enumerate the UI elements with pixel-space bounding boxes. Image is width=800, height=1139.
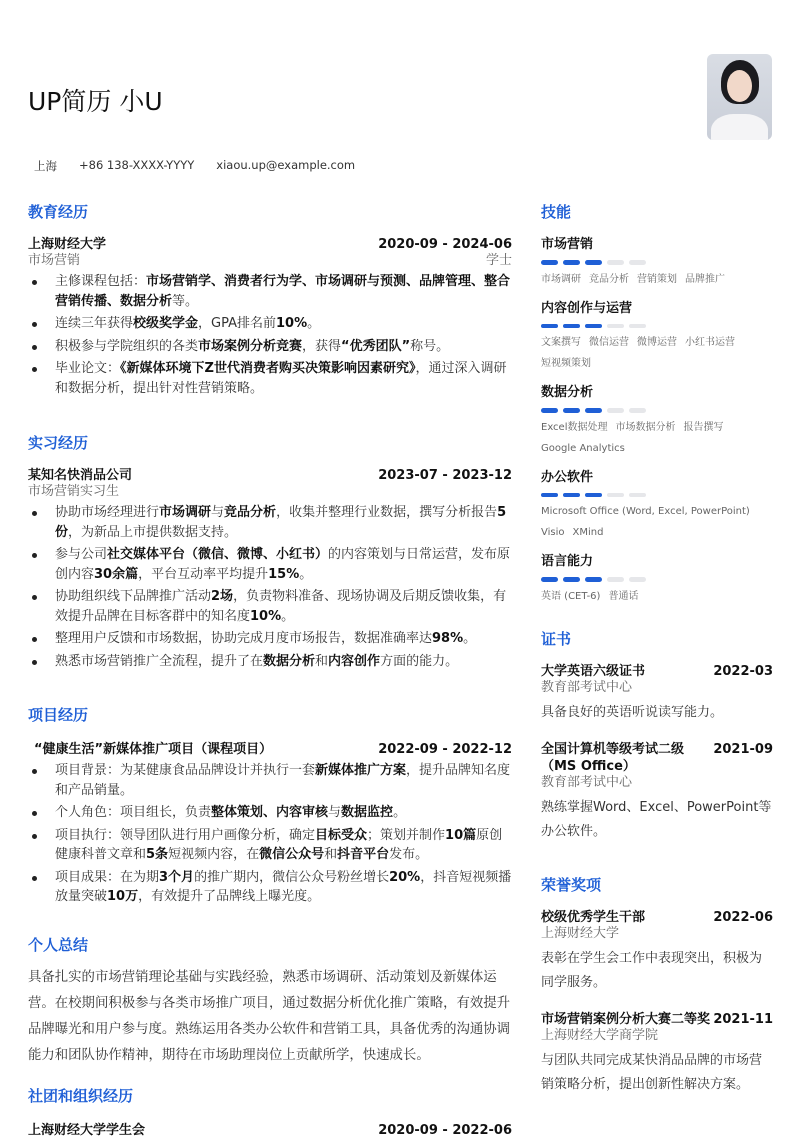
level-segment bbox=[607, 577, 624, 582]
text: ，负责物料准备、现场协调及后期反馈收集，有效提升品牌在目标客群中的知名度 bbox=[55, 589, 507, 624]
text: 。 bbox=[299, 566, 313, 582]
text: 称号。 bbox=[410, 338, 450, 354]
item-header bbox=[541, 741, 773, 775]
issuer: 上海财经大学商学院 bbox=[541, 1028, 659, 1043]
bullet-list bbox=[28, 503, 512, 671]
skill-tag: 竞品分析 bbox=[589, 273, 629, 285]
bold-text: 2场 bbox=[211, 589, 234, 604]
skill-tag: 营销策划 bbox=[637, 273, 677, 285]
bullet-item bbox=[28, 503, 512, 542]
text: 等。 bbox=[172, 293, 199, 309]
date: 2021-09 bbox=[713, 742, 773, 757]
bullet-item bbox=[28, 272, 512, 311]
skill-name: 语言能力 bbox=[541, 554, 594, 569]
level-segment bbox=[629, 577, 646, 582]
level-segment bbox=[629, 408, 646, 413]
company: 某知名快消品公司 bbox=[28, 468, 133, 483]
text: 连续三年获得 bbox=[55, 316, 134, 331]
description: 具备良好的英语听说读写能力。 bbox=[541, 705, 724, 720]
bold-text: 整体策划、内容审核 bbox=[211, 805, 329, 820]
bullet-item bbox=[28, 868, 512, 907]
bold-text: 30余篇 bbox=[94, 566, 139, 582]
date: 2021-11 bbox=[713, 1012, 773, 1027]
level-segment bbox=[585, 408, 602, 413]
description: 表彰在学生会工作中表现突出，积极为同学服务。 bbox=[541, 951, 763, 990]
skill-level-bar bbox=[541, 577, 773, 582]
dates: 2020-09 - 2024-06 bbox=[378, 237, 512, 252]
bold-text: 5份 bbox=[55, 505, 507, 540]
bullet-item bbox=[28, 359, 512, 398]
text: ，有效提升了品牌线上曝光度。 bbox=[138, 889, 321, 904]
item-header bbox=[541, 909, 773, 926]
skill-level-bar bbox=[541, 493, 773, 498]
level-segment bbox=[563, 577, 580, 582]
bullet-item bbox=[28, 652, 512, 672]
text: 项目背景：为某健康食品品牌设计并执行一套 bbox=[55, 763, 316, 778]
skill-tags bbox=[541, 501, 773, 543]
bold-text: 3个月 bbox=[159, 869, 195, 885]
skill-item bbox=[541, 236, 773, 290]
skill-tag: 普通话 bbox=[608, 590, 639, 602]
award-name: 市场营销案例分析大赛二等奖 bbox=[541, 1012, 711, 1027]
skill-tags bbox=[541, 332, 773, 374]
text: 熟悉市场营销推广全流程，提升了在 bbox=[55, 653, 264, 669]
issuer: 教育部考试中心 bbox=[541, 680, 633, 695]
candidate-name: UP简历 小U bbox=[28, 87, 163, 116]
bold-text: 新媒体推广方案 bbox=[315, 763, 407, 778]
level-segment bbox=[563, 260, 580, 265]
text: 整理用户反馈和市场数据，协助完成月度市场报告，数据准确率达 bbox=[55, 631, 433, 646]
bold-text: 《新媒体环境下Z世代消费者购买决策影响因素研究》 bbox=[120, 361, 416, 376]
role: 市场营销实习生 bbox=[28, 484, 120, 499]
text: 主修课程包括： bbox=[55, 274, 147, 289]
skill-name: 市场营销 bbox=[541, 237, 594, 252]
organization: 上海财经大学学生会 bbox=[28, 1123, 146, 1138]
bullet-item bbox=[28, 761, 512, 800]
bold-text: 市场营销学、消费者行为学、市场调研与预测、品牌管理、整合营销传播、数据分析 bbox=[55, 274, 511, 309]
certificate-name: 全国计算机等级考试二级（MS Office） bbox=[541, 742, 685, 774]
bold-text: 10% bbox=[250, 608, 282, 624]
text: ；策划并制作 bbox=[367, 827, 446, 843]
skill-name: 内容创作与运营 bbox=[541, 300, 633, 316]
awards-item bbox=[541, 1011, 773, 1097]
level-segment bbox=[541, 260, 558, 265]
text: 的推广期内，微信公众号粉丝增长 bbox=[194, 869, 390, 885]
level-segment bbox=[563, 493, 580, 498]
text: 与 bbox=[211, 505, 225, 520]
section-title: 技能 bbox=[541, 203, 572, 221]
skill-tag: Excel数据处理 bbox=[541, 421, 608, 433]
school: 上海财经大学 bbox=[28, 237, 107, 252]
text: ，提升品牌知名度和产品销量。 bbox=[55, 763, 511, 798]
skill-tag: 微博运营 bbox=[637, 337, 677, 348]
bold-text: 数据监控 bbox=[341, 805, 394, 820]
skill-name: 办公软件 bbox=[541, 469, 594, 485]
profile-photo bbox=[707, 54, 772, 140]
text: 。 bbox=[307, 316, 321, 331]
location: 上海 bbox=[34, 159, 57, 173]
item-header bbox=[541, 1011, 773, 1028]
skill-item bbox=[541, 300, 773, 375]
level-segment bbox=[541, 324, 558, 329]
text: 参与公司 bbox=[55, 547, 108, 562]
summary-section bbox=[28, 934, 512, 1069]
bullet-item bbox=[28, 629, 512, 649]
bullet-item bbox=[28, 587, 512, 626]
level-segment bbox=[585, 493, 602, 498]
level-segment bbox=[585, 324, 602, 329]
skill-tag: 报告撰写 bbox=[683, 421, 724, 433]
level-segment bbox=[607, 493, 624, 498]
text: 的内容策划与日常运营，发布原创内容 bbox=[55, 547, 511, 582]
description: 与团队共同完成某快消品品牌的市场营销策略分析，提出创新性解决方案。 bbox=[541, 1053, 763, 1092]
text: 协助市场经理进行 bbox=[55, 505, 160, 520]
text: 积极参与学院组织的各类 bbox=[55, 338, 199, 354]
level-segment bbox=[585, 260, 602, 265]
bold-text: 10万 bbox=[107, 889, 139, 904]
text: 方面的能力。 bbox=[380, 653, 459, 669]
level-segment bbox=[541, 577, 558, 582]
bold-text: 5条 bbox=[146, 847, 169, 862]
dates: 2022-09 - 2022-12 bbox=[378, 742, 512, 757]
certificates-section bbox=[541, 628, 773, 860]
skill-level-bar bbox=[541, 260, 773, 265]
text: 与 bbox=[328, 805, 342, 820]
bold-text: 市场案例分析竞赛 bbox=[198, 338, 303, 354]
skill-name: 数据分析 bbox=[541, 385, 594, 400]
bullet-item bbox=[28, 337, 512, 357]
bold-text: 20% bbox=[389, 869, 421, 885]
level-segment bbox=[629, 260, 646, 265]
bold-text: 社交媒体平台（微信、微博、小红书） bbox=[107, 547, 329, 562]
skill-tag: 短视频策划 bbox=[541, 358, 591, 369]
award-name: 校级优秀学生干部 bbox=[541, 910, 646, 925]
bold-text: 15% bbox=[268, 566, 300, 582]
bullet-list bbox=[28, 272, 512, 398]
awards-section bbox=[541, 874, 773, 1113]
bold-text: 校级奖学金 bbox=[133, 316, 199, 331]
skill-tag: 微信运营 bbox=[589, 337, 629, 348]
level-segment bbox=[563, 324, 580, 329]
bold-text: 抖音平台 bbox=[337, 847, 390, 862]
skills-section bbox=[541, 201, 773, 617]
text: 。 bbox=[393, 805, 407, 820]
skill-tags bbox=[541, 417, 773, 459]
skill-tag: 市场数据分析 bbox=[615, 421, 676, 433]
item-header bbox=[541, 663, 773, 680]
dates: 2020-09 - 2022-06 bbox=[378, 1123, 512, 1138]
education-section bbox=[28, 201, 512, 401]
date: 2022-03 bbox=[713, 664, 773, 679]
issuer: 上海财经大学 bbox=[541, 926, 620, 941]
text: 项目成果：在为期 bbox=[55, 869, 160, 885]
level-segment bbox=[541, 493, 558, 498]
bold-text: 竞品分析 bbox=[224, 505, 277, 520]
project-section bbox=[28, 704, 512, 910]
text: 项目执行：领导团队进行用户画像分析，确定 bbox=[55, 827, 316, 843]
bold-text: 10% bbox=[276, 316, 308, 331]
section-title: 个人总结 bbox=[28, 936, 89, 954]
text: 发布。 bbox=[389, 847, 429, 862]
bold-text: 市场调研 bbox=[159, 505, 212, 520]
bold-text: 微信公众号 bbox=[259, 847, 325, 862]
skill-tag: XMind bbox=[572, 527, 604, 538]
level-segment bbox=[607, 408, 624, 413]
bullet-list bbox=[28, 761, 512, 907]
contact-info bbox=[34, 158, 355, 174]
text: ，通过深入调研和数据分析，提出针对性营销策略。 bbox=[55, 361, 507, 396]
bold-text: 目标受众 bbox=[315, 827, 368, 843]
section-title: 证书 bbox=[541, 630, 572, 648]
section-title: 荣誉奖项 bbox=[541, 876, 602, 894]
text: 短视频内容，在 bbox=[168, 847, 260, 862]
club-section bbox=[28, 1085, 512, 1139]
bullet-item bbox=[28, 545, 512, 584]
text: 。 bbox=[281, 608, 295, 624]
date: 2022-06 bbox=[713, 910, 773, 925]
skill-item bbox=[541, 469, 773, 544]
skill-tag: 市场调研 bbox=[541, 273, 581, 285]
skill-tag: Visio bbox=[541, 527, 565, 538]
bullet-item bbox=[28, 314, 512, 334]
dates: 2023-07 - 2023-12 bbox=[378, 468, 512, 483]
bullet-item bbox=[28, 803, 512, 823]
text: 个人角色：项目组长，负责 bbox=[55, 805, 212, 820]
certificates-item bbox=[541, 741, 773, 844]
skill-level-bar bbox=[541, 408, 773, 413]
certificates-item bbox=[541, 663, 773, 725]
level-segment bbox=[585, 577, 602, 582]
skill-tag: Google Analytics bbox=[541, 442, 625, 454]
major: 市场营销 bbox=[28, 253, 81, 268]
skill-tags bbox=[541, 269, 773, 290]
level-segment bbox=[607, 260, 624, 265]
text: ，为新品上市提供数据支持。 bbox=[68, 524, 238, 540]
bold-text: “优秀团队” bbox=[341, 338, 411, 354]
bold-text: 98% bbox=[432, 631, 464, 646]
skill-item bbox=[541, 553, 773, 607]
issuer: 教育部考试中心 bbox=[541, 775, 633, 790]
skill-item bbox=[541, 384, 773, 459]
skill-level-bar bbox=[541, 324, 773, 329]
level-segment bbox=[563, 408, 580, 413]
summary-text: 具备扎实的市场营销理论基础与实践经验，熟悉市场调研、活动策划及新媒体运营。在校期间积极参与各类市场推广项目，通过数据分析优化推广策略，有效提升品牌曝光和用户参与度。熟练运用各类办公软件和营销工具，具备优秀的沟通协调能力和团队协作精神，期待在市场助理岗位上贡献所学，快速成长。 bbox=[28, 970, 511, 1063]
internship-section bbox=[28, 432, 512, 674]
text: 原创健康科普文章和 bbox=[55, 827, 503, 862]
section-title: 社团和组织经历 bbox=[28, 1087, 134, 1105]
section-title: 教育经历 bbox=[28, 203, 89, 221]
skill-tag: 文案撰写 bbox=[541, 337, 581, 348]
level-segment bbox=[607, 324, 624, 329]
skill-tag: Microsoft Office (Word, Excel, PowerPoint) bbox=[541, 506, 750, 517]
section-title: 项目经历 bbox=[28, 706, 89, 724]
level-segment bbox=[629, 493, 646, 498]
project-name: “健康生活”新媒体推广项目（课程项目） bbox=[34, 742, 273, 757]
level-segment bbox=[541, 408, 558, 413]
level-segment bbox=[629, 324, 646, 329]
text: ，抖音短视频播放量突破 bbox=[55, 869, 512, 904]
skill-tags bbox=[541, 586, 773, 607]
skill-tag: 英语 (CET-6) bbox=[541, 590, 601, 602]
text: 和 bbox=[315, 653, 329, 669]
text: ，GPA排名前 bbox=[198, 316, 277, 331]
bold-text: 内容创作 bbox=[328, 653, 381, 669]
text: 协助组织线下品牌推广活动 bbox=[55, 589, 212, 604]
skill-tag: 小红书运营 bbox=[685, 337, 735, 348]
skill-tag: 品牌推广 bbox=[685, 273, 725, 285]
bullet-item bbox=[28, 826, 512, 865]
phone: +86 138-XXXX-YYYY bbox=[79, 158, 195, 172]
section-title: 实习经历 bbox=[28, 434, 89, 452]
text: 。 bbox=[463, 631, 477, 646]
bold-text: 数据分析 bbox=[263, 653, 316, 669]
text: ，收集并整理行业数据，撰写分析报告 bbox=[276, 505, 498, 520]
text: 和 bbox=[324, 847, 338, 862]
description: 熟练掌握Word、Excel、PowerPoint等办公软件。 bbox=[541, 800, 772, 839]
bold-text: 10篇 bbox=[445, 827, 477, 843]
text: ，获得 bbox=[302, 338, 342, 354]
email: xiaou.up@example.com bbox=[216, 158, 356, 172]
text: ，平台互动率平均提升 bbox=[138, 566, 269, 582]
awards-item bbox=[541, 909, 773, 995]
degree: 学士 bbox=[485, 253, 512, 268]
text: 毕业论文： bbox=[55, 361, 121, 376]
certificate-name: 大学英语六级证书 bbox=[541, 664, 646, 679]
